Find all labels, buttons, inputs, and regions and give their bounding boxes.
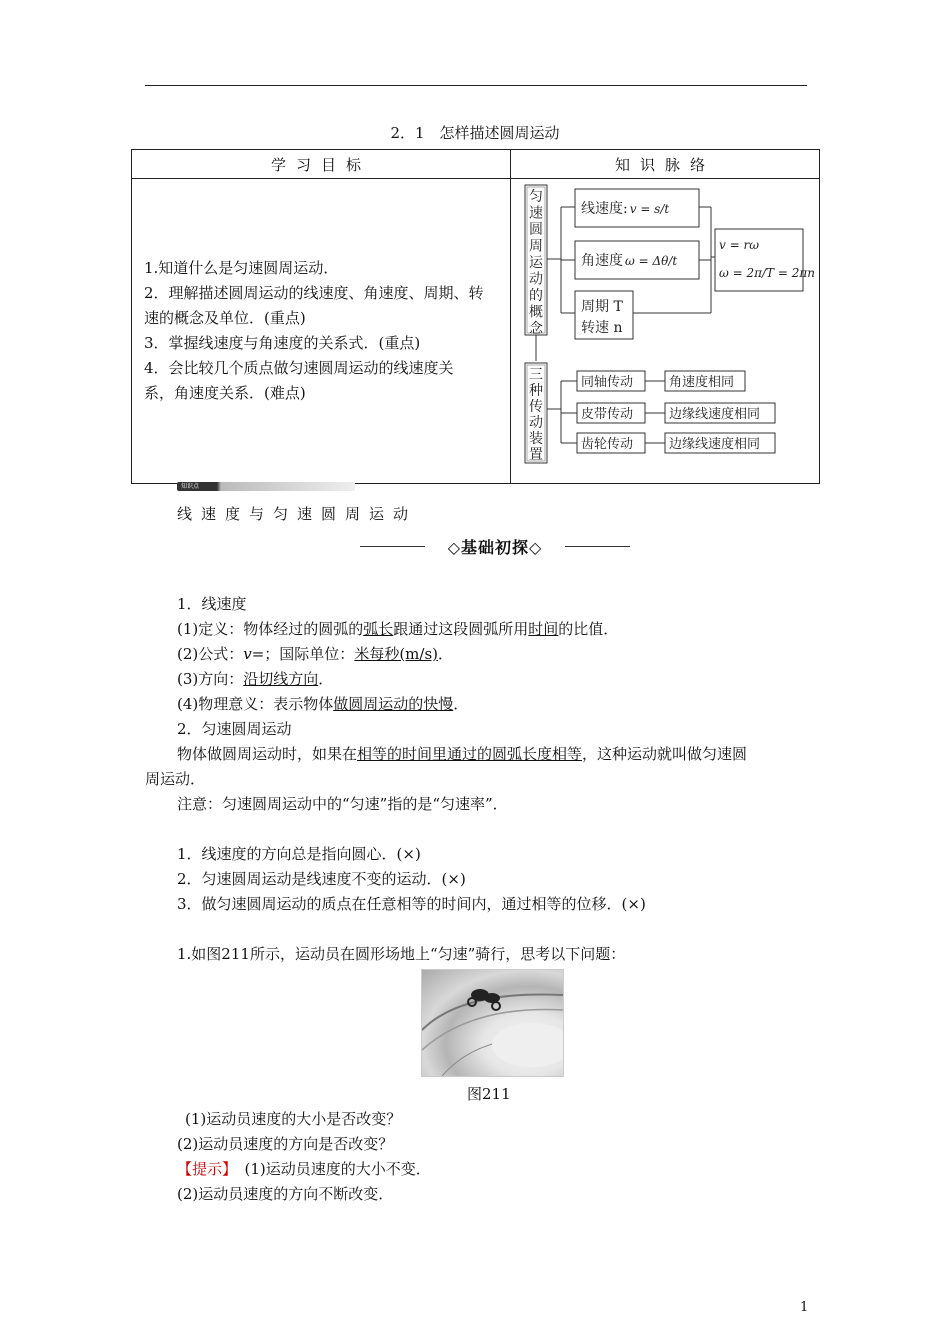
rotation-label: 转速 n	[581, 320, 623, 336]
header-rule	[145, 85, 807, 86]
knowledge-diagram-cell	[511, 179, 820, 484]
objectives-table	[131, 149, 820, 484]
page-number: 1	[800, 1300, 809, 1315]
transmission-type: 齿轮传动	[581, 437, 634, 452]
page-title: 2．1 怎样描述圆周运动	[390, 124, 560, 142]
concept-label: 匀速圆周运动的概念	[529, 189, 543, 337]
tip: (2)运动员速度的方向不断改变．	[177, 1185, 394, 1203]
transmission-result: 角速度相同	[669, 375, 735, 390]
figure-caption: 图211	[467, 1085, 511, 1103]
tip: 【提示】 (1)运动员速度的大小不变．	[177, 1160, 431, 1178]
goals-header: 学习目标	[132, 150, 511, 179]
goal-line: 3．掌握线速度与角速度的关系式．(重点)	[144, 334, 421, 352]
section-tag: 知识点	[177, 482, 355, 491]
transmission-result: 边缘线速度相同	[669, 407, 761, 422]
goal-line: 速的概念及单位．(重点)	[144, 309, 306, 327]
transmission-type: 同轴传动	[581, 375, 634, 390]
question: 1.如图211所示，运动员在圆形场地上“匀速”骑行，思考以下问题：	[177, 945, 626, 963]
knowledge-diagram	[511, 179, 819, 479]
section-title: 线速度与匀速圆周运动	[177, 505, 418, 523]
paragraph: (2)公式：v=；国际单位：米每秒(m/s)．	[177, 645, 454, 663]
linear-speed-label: 线速度: v = s/t	[581, 201, 670, 217]
paragraph: 1．线速度	[177, 595, 247, 613]
goal-line: 1.知道什么是匀速圆周运动．	[144, 259, 339, 277]
paragraph: (1)定义：物体经过的圆弧的弧长跟通过这段圆弧所用时间的比值．	[177, 620, 619, 638]
tip-label: 【提示】	[177, 1160, 230, 1178]
goal-line: 4．会比较几个质点做匀速圆周运动的线速度关	[144, 359, 454, 377]
relation-vr: v = rω	[719, 238, 759, 252]
period-label: 周期 T	[581, 299, 623, 315]
judgement-item: 3．做匀速圆周运动的质点在任意相等的时间内，通过相等的位移．(×)	[177, 895, 646, 913]
paragraph: 周运动．	[145, 770, 206, 788]
paragraph: (3)方向：沿切线方向．	[177, 670, 334, 688]
cyclist-photo	[421, 969, 564, 1077]
banner-text: ◇基础初探◇	[447, 538, 543, 557]
paragraph: 物体做圆周运动时，如果在相等的时间里通过的圆弧长度相等，这种运动就叫做匀速圆	[177, 745, 748, 763]
judgement-item: 2．匀速圆周运动是线速度不变的运动．(×)	[177, 870, 466, 888]
question: (2)运动员速度的方向是否改变？	[177, 1135, 394, 1153]
cyclist-illustration	[422, 970, 563, 1076]
knowledge-header: 知识脉络	[511, 150, 820, 179]
paragraph: (4)物理意义：表示物体做圆周运动的快慢．	[177, 695, 469, 713]
transmission-type: 皮带传动	[581, 407, 634, 422]
paragraph: 注意：匀速圆周运动中的“匀速”指的是“匀速率”．	[177, 795, 508, 813]
angular-speed-label: 角速度 ω = Δθ/t	[581, 253, 678, 269]
device-label: 三种传动装置	[529, 367, 543, 463]
paragraph: 2．匀速圆周运动	[177, 720, 292, 738]
goal-line: 2．理解描述圆周运动的线速度、角速度、周期、转	[144, 284, 484, 302]
goals-cell	[132, 179, 511, 484]
transmission-result: 边缘线速度相同	[669, 437, 761, 452]
judgement-item: 1．线速度的方向总是指向圆心．(×)	[177, 845, 421, 863]
basics-banner	[360, 535, 630, 557]
relation-omega: ω = 2π/T = 2πn	[719, 266, 815, 280]
question: (1)运动员速度的大小是否改变？	[185, 1110, 402, 1128]
goal-line: 系，角速度关系．(难点)	[144, 384, 306, 402]
